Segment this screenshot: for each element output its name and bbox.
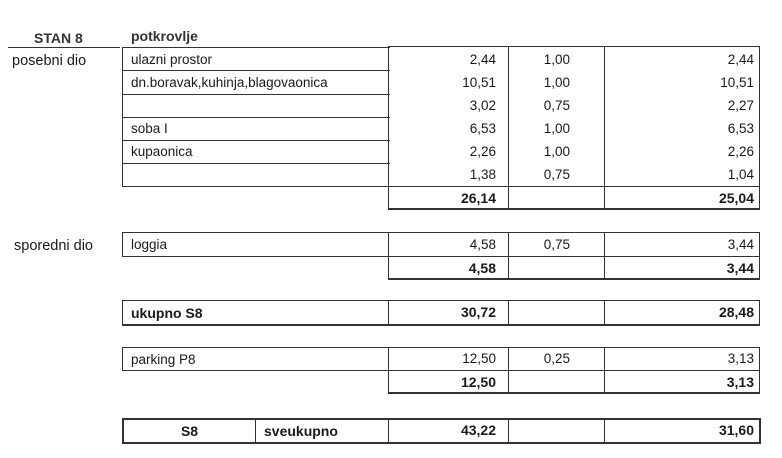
coef-value: 0,75 [543, 98, 570, 113]
area-value: 10,51 [462, 75, 496, 90]
area-value: 3,02 [469, 98, 496, 113]
subtotal-total: 25,04 [718, 190, 754, 206]
area-value: 2,44 [469, 52, 496, 67]
total-value: 2,27 [727, 98, 754, 113]
room-name: loggia [131, 237, 168, 252]
total-value: 10,51 [720, 75, 754, 90]
coef-value: 1,00 [543, 52, 570, 67]
room-name: dn.boravak,kuhinja,blagovaonica [131, 75, 328, 90]
room-name: kupaonica [131, 144, 193, 159]
sveukupno-label: sveukupno [264, 423, 338, 439]
subtotal-area: 12,50 [460, 374, 496, 390]
coef-value: 1,00 [543, 144, 570, 159]
sveukupno-code: S8 [180, 423, 199, 439]
floor-label: potkrovlje [131, 28, 198, 44]
total-value: 1,04 [727, 167, 754, 182]
coef-value: 0,25 [543, 351, 570, 366]
coef-value: 1,00 [543, 75, 570, 90]
total-value: 2,44 [727, 52, 754, 67]
subtotal-area: 26,14 [460, 190, 496, 206]
area-value: 2,26 [469, 144, 496, 159]
room-name: soba I [131, 121, 168, 136]
total-value: 6,53 [727, 121, 754, 136]
area-value: 12,50 [462, 351, 496, 366]
section-label-posebni: posebni dio [12, 53, 87, 69]
unit-label: STAN 8 [34, 30, 83, 46]
total-value: 3,44 [727, 237, 754, 252]
section-label-sporedni: sporedni dio [14, 238, 93, 254]
ukupno-total: 28,48 [718, 304, 754, 320]
subtotal-total: 3,44 [726, 260, 754, 276]
total-value: 2,26 [727, 144, 754, 159]
area-value: 1,38 [469, 167, 496, 182]
ukupno-area: 30,72 [460, 304, 496, 320]
sveukupno-area: 43,22 [460, 422, 496, 438]
coef-value: 1,00 [543, 121, 570, 136]
coef-value: 0,75 [543, 237, 570, 252]
coef-value: 0,75 [543, 167, 570, 182]
area-value: 4,58 [469, 237, 496, 252]
parking-name: parking P8 [131, 352, 196, 367]
subtotal-area: 4,58 [468, 260, 496, 276]
subtotal-total: 3,13 [726, 374, 754, 390]
ukupno-label: ukupno S8 [131, 305, 203, 321]
room-name: ulazni prostor [131, 52, 213, 67]
header-underline [8, 47, 120, 48]
sveukupno-total: 31,60 [718, 422, 754, 438]
total-value: 3,13 [727, 351, 754, 366]
area-value: 6,53 [469, 121, 496, 136]
